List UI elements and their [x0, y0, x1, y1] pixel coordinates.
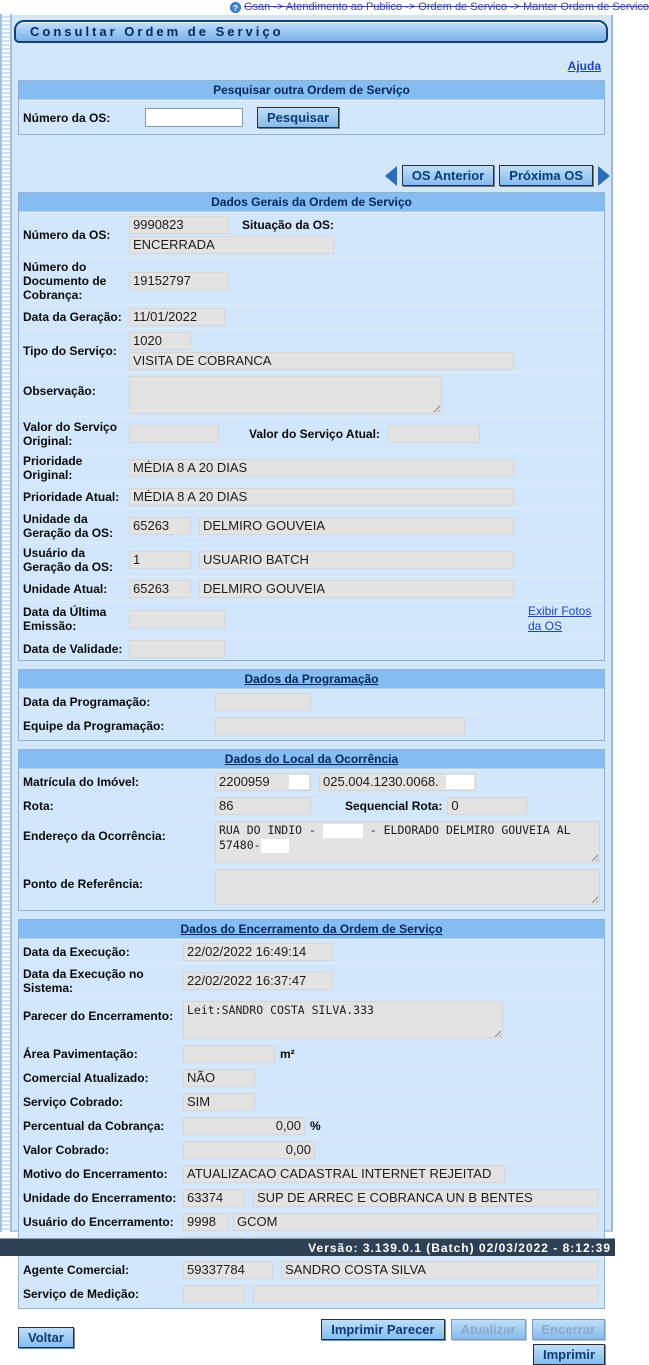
data-validade-label: Data de Validade: — [23, 642, 123, 656]
unidade-encerramento-codigo: 63374 — [183, 1189, 245, 1207]
resize-handle-icon[interactable] — [589, 852, 598, 861]
data-ultima-emissao-value — [129, 610, 225, 628]
usuario-encerramento-nome: GCOM — [233, 1213, 598, 1231]
numero-os-search-label: Número da OS: — [23, 110, 111, 125]
programacao-box — [18, 669, 605, 741]
row-doc-cobranca — [19, 256, 604, 304]
row-data-execucao — [19, 939, 604, 963]
agente-comercial-label: Agente Comercial: — [23, 1263, 130, 1277]
help-icon[interactable]: ? — [230, 2, 241, 13]
left-decorative-strip — [0, 14, 12, 1232]
numero-os-label: Número da OS: — [23, 228, 111, 242]
unidade-geracao-nome: DELMIRO GOUVEIA — [199, 517, 514, 535]
usuario-encerramento-label: Usuário do Encerramento: — [23, 1215, 174, 1229]
servico-cobrado-value: SIM — [183, 1093, 255, 1111]
unidade-atual-label: Unidade Atual: — [23, 582, 108, 596]
row-parecer — [19, 997, 604, 1041]
valor-atual-value — [388, 425, 480, 443]
voltar-button[interactable]: Voltar — [18, 1327, 74, 1348]
redaction-mask — [261, 839, 289, 853]
local-header: Dados do Local da Ocorrência — [19, 750, 604, 769]
data-validade-value — [129, 640, 225, 658]
chevron-left-icon[interactable] — [385, 166, 397, 186]
row-motivo-encerramento — [19, 1161, 604, 1185]
valor-cobrado-label: Valor Cobrado: — [23, 1143, 110, 1157]
row-matricula — [19, 769, 604, 793]
breadcrumb[interactable] — [230, 1, 649, 13]
encerrar-button: Encerrar — [532, 1319, 605, 1340]
agente-comercial-nome: SANDRO COSTA SILVA — [281, 1261, 598, 1279]
chevron-right-icon[interactable] — [598, 166, 610, 186]
row-usuario-encerramento — [19, 1209, 604, 1233]
imprimir-button[interactable]: Imprimir — [533, 1344, 605, 1365]
numero-os-search-input[interactable] — [145, 108, 243, 127]
tipo-servico-codigo: 1020 — [129, 332, 191, 350]
row-valor-cobrado — [19, 1137, 604, 1161]
percentual-cobranca-label: Percentual da Cobrança: — [23, 1119, 165, 1133]
dados-gerais-box — [18, 192, 605, 661]
resize-handle-icon[interactable] — [492, 1028, 501, 1037]
data-programacao-value — [215, 693, 311, 711]
row-unidade-geracao — [19, 508, 604, 542]
encerramento-header: Dados do Encerramento da Ordem de Serviço — [19, 920, 604, 939]
data-geracao-label: Data da Geração: — [23, 310, 122, 324]
situacao-os-label: Situação da OS: — [242, 218, 335, 232]
os-navigation — [12, 165, 610, 186]
proxima-os-button[interactable]: Próxima OS — [499, 165, 593, 186]
usuario-encerramento-codigo: 9998 — [183, 1213, 229, 1231]
percentual-cobranca-value: 0,00 — [183, 1117, 305, 1135]
ajuda-link[interactable]: Ajuda — [567, 59, 601, 73]
row-percentual-cobranca — [19, 1113, 604, 1137]
redaction-mask — [323, 824, 363, 838]
doc-cobranca-value: 19152797 — [129, 272, 229, 290]
breadcrumb-bar — [0, 0, 649, 15]
unidade-encerramento-label: Unidade do Encerramento: — [23, 1191, 177, 1205]
ponto-referencia-label: Ponto de Referência: — [23, 877, 144, 891]
parecer-label: Parecer do Encerramento: — [23, 1009, 174, 1023]
search-box-header: Pesquisar outra Ordem de Serviço — [19, 81, 604, 100]
row-servico-cobrado — [19, 1089, 604, 1113]
pesquisar-button[interactable]: Pesquisar — [257, 107, 339, 128]
unidade-atual-nome: DELMIRO GOUVEIA — [199, 580, 514, 598]
search-box — [18, 80, 605, 135]
comercial-atualizado-label: Comercial Atualizado: — [23, 1071, 149, 1085]
prioridade-atual-label: Prioridade Atual: — [23, 490, 120, 504]
observacao-textarea[interactable] — [129, 376, 442, 414]
servico-cobrado-label: Serviço Cobrado: — [23, 1095, 124, 1109]
version-footer — [0, 1238, 615, 1256]
row-servico-medicao — [19, 1281, 604, 1308]
usuario-geracao-codigo: 1 — [129, 551, 191, 569]
prioridade-original-value: MÉDIA 8 A 20 DIAS — [129, 459, 514, 477]
endereco-textarea[interactable]: RUA DO INDIO - - ELDORADO DELMIRO GOUVEIA AL 57480- — [215, 821, 600, 863]
row-observacao — [19, 372, 604, 416]
atualizar-button: Atualizar — [451, 1319, 526, 1340]
servico-medicao-label: Serviço de Medição: — [23, 1287, 140, 1301]
matricula-value: 2200959 — [215, 773, 311, 791]
usuario-geracao-nome: USUARIO BATCH — [199, 551, 514, 569]
parecer-textarea[interactable]: Leit:SANDRO COSTA SILVA.333 — [183, 1001, 503, 1039]
row-agente-comercial — [19, 1257, 604, 1281]
row-prioridade-atual — [19, 484, 604, 508]
row-data-validade — [19, 636, 604, 660]
doc-cobranca-label: Número do Documento de Cobrança: — [23, 260, 107, 302]
exibir-fotos-link[interactable]: Exibir Fotos da OS — [528, 604, 592, 633]
unidade-geracao-codigo: 65263 — [129, 517, 191, 535]
row-prioridade-original — [19, 450, 604, 484]
matricula-label: Matrícula do Imóvel: — [23, 775, 140, 789]
unidade-geracao-label: Unidade da Geração da OS: — [23, 512, 114, 540]
row-usuario-geracao — [19, 542, 604, 576]
row-ponto-referencia — [19, 865, 604, 910]
servico-medicao-codigo — [183, 1285, 245, 1303]
prioridade-original-label: Prioridade Original: — [23, 454, 83, 482]
row-area-pavimentacao — [19, 1041, 604, 1065]
page-title-bar — [14, 20, 608, 43]
valor-original-value — [129, 425, 219, 443]
sequencial-rota-label: Sequencial Rota: — [345, 799, 443, 813]
programacao-header: Dados da Programação — [19, 670, 604, 689]
unidade-encerramento-nome: SUP DE ARREC E COBRANCA UN B BENTES — [253, 1189, 598, 1207]
rota-value: 86 — [215, 797, 311, 815]
data-ultima-emissao-label: Data da Última Emissão: — [23, 605, 107, 633]
ponto-referencia-textarea[interactable] — [215, 869, 600, 905]
tipo-servico-label: Tipo do Serviço: — [23, 344, 117, 358]
row-endereco — [19, 817, 604, 865]
data-geracao-value: 11/01/2022 — [129, 308, 225, 326]
percentual-unit-label: % — [310, 1119, 321, 1133]
row-comercial-atualizado — [19, 1065, 604, 1089]
motivo-encerramento-label: Motivo do Encerramento: — [23, 1167, 168, 1181]
servico-medicao-nome — [253, 1285, 598, 1303]
row-equipe-programacao — [19, 713, 604, 740]
data-execucao-sistema-label: Data da Execução no Sistema: — [23, 967, 144, 995]
row-numero-os — [19, 212, 604, 256]
valor-cobrado-value: 0,00 — [183, 1141, 315, 1159]
actions-bar — [18, 1319, 605, 1365]
data-execucao-label: Data da Execução: — [23, 945, 130, 959]
row-tipo-servico — [19, 328, 604, 372]
version-text: Versão: 3.139.0.1 (Batch) 02/03/2022 - 8:12:39 — [308, 1241, 611, 1255]
area-unit-label: m² — [280, 1047, 295, 1061]
sequencial-rota-value: 0 — [447, 797, 527, 815]
page-title: Consultar Ordem de Serviço — [30, 24, 284, 39]
inscricao-value: 025.004.1230.0068. — [319, 773, 476, 791]
redaction-mask — [446, 775, 474, 789]
unidade-atual-codigo: 65263 — [129, 580, 191, 598]
endereco-label: Endereço da Ocorrência: — [23, 829, 166, 843]
row-data-programacao — [19, 689, 604, 713]
usuario-geracao-label: Usuário da Geração da OS: — [23, 546, 114, 574]
row-valores — [19, 416, 604, 450]
row-data-geracao — [19, 304, 604, 328]
breadcrumb-path[interactable]: Gsan -> Atendimento ao Publico -> Ordem de Servico -> Manter Ordem de Servico — [244, 1, 649, 13]
data-execucao-value: 22/02/2022 16:49:14 — [183, 943, 333, 961]
numero-os-value: 9990823 — [129, 216, 229, 234]
equipe-programacao-value — [215, 717, 465, 735]
motivo-encerramento-value: ATUALIZACAO CADASTRAL INTERNET REJEITAD — [183, 1165, 505, 1183]
row-data-ultima-emissao — [19, 600, 604, 636]
area-pavimentacao-label: Área Pavimentação: — [23, 1047, 138, 1061]
valor-original-label: Valor do Serviço Original: — [23, 420, 118, 448]
tipo-servico-nome: VISITA DE COBRANCA — [129, 352, 514, 370]
area-pavimentacao-value — [183, 1045, 275, 1063]
dados-gerais-header: Dados Gerais da Ordem de Serviço — [19, 193, 604, 212]
redaction-mask — [289, 775, 309, 789]
prioridade-atual-value: MÉDIA 8 A 20 DIAS — [129, 488, 514, 506]
resize-handle-icon[interactable] — [431, 403, 440, 412]
comercial-atualizado-value: NÃO — [183, 1069, 255, 1087]
situacao-os-value: ENCERRADA — [129, 236, 334, 254]
data-execucao-sistema-value: 22/02/2022 16:37:47 — [183, 972, 333, 990]
imprimir-parecer-button[interactable]: Imprimir Parecer — [321, 1319, 444, 1340]
agente-comercial-codigo: 59337784 — [183, 1261, 273, 1279]
resize-handle-icon[interactable] — [589, 894, 598, 903]
os-anterior-button[interactable]: OS Anterior — [402, 165, 494, 186]
valor-atual-label: Valor do Serviço Atual: — [249, 427, 380, 441]
rota-label: Rota: — [23, 799, 54, 813]
row-unidade-atual — [19, 576, 604, 600]
row-data-execucao-sistema — [19, 963, 604, 997]
row-rota — [19, 793, 604, 817]
row-unidade-encerramento — [19, 1185, 604, 1209]
local-box — [18, 749, 605, 911]
data-programacao-label: Data da Programação: — [23, 695, 151, 709]
observacao-label: Observação: — [23, 384, 96, 398]
equipe-programacao-label: Equipe da Programação: — [23, 719, 165, 733]
